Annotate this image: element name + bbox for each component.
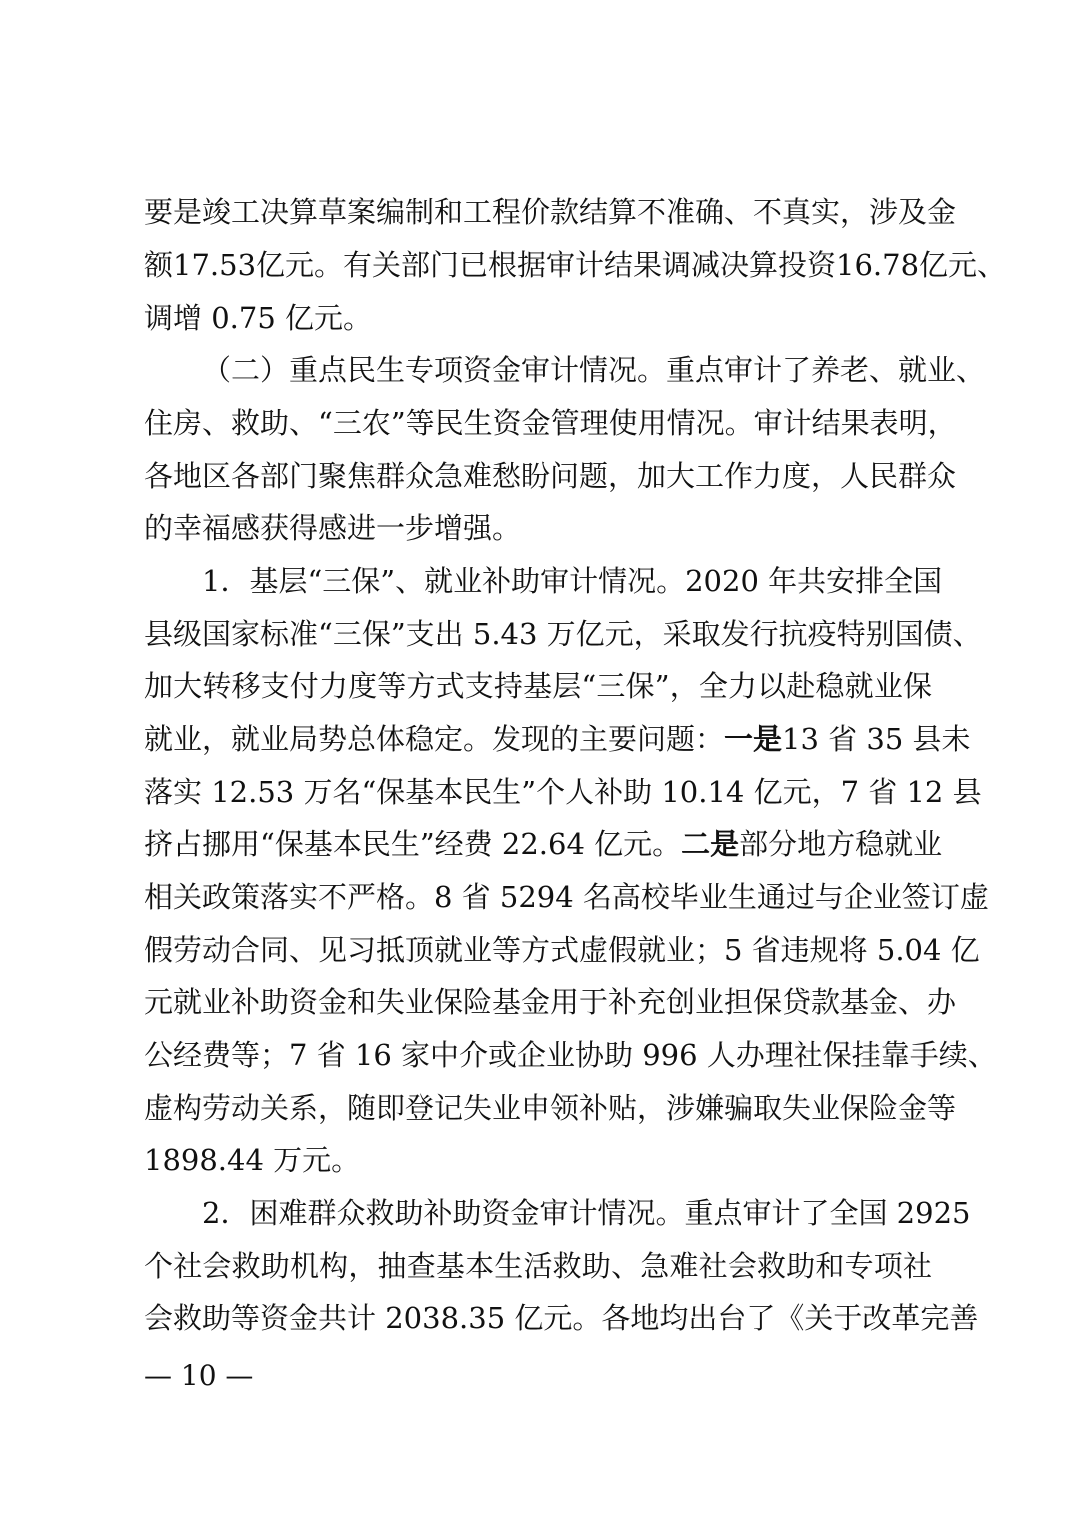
line-text: 调增 0.75 亿元。 <box>144 301 373 335</box>
line-text: 部分地方稳就业 <box>739 827 943 861</box>
line-text: （二）重点民生专项资金审计情况。重点审计了养老、就业、 <box>202 353 986 387</box>
page-number: — 10 — <box>144 1359 254 1392</box>
line-text: 1898.44 万元。 <box>144 1143 361 1177</box>
body-line-11 <box>144 715 971 763</box>
body-line-9 <box>144 610 982 658</box>
line-text: 公经费等；7 省 16 家中介或企业协助 996 人办理社保挂靠手续、 <box>144 1038 997 1072</box>
body-line-2 <box>144 241 1007 289</box>
emphasis-second: 二是 <box>681 827 740 861</box>
body-line-18 <box>144 1084 957 1132</box>
line-text: 重点审计了全国 2925 <box>684 1196 971 1230</box>
line-text: 相关政策落实不严格。8 省 5294 名高校毕业生通过与企业签订虚 <box>144 880 989 914</box>
body-line-5 <box>144 399 957 447</box>
line-text: 落实 12.53 万名“保基本民生”个人补助 10.14 亿元，7 省 12 县 <box>144 775 982 809</box>
line-text: 住房、救助、“三农”等民生资金管理使用情况。审计结果表明， <box>144 406 957 440</box>
line-text: 要是竣工决算草案编制和工程价款结算不准确、不真实，涉及金 <box>144 195 957 229</box>
line-text: 就业，就业局势总体稳定。发现的主要问题： <box>144 722 725 756</box>
line-text: 假劳动合同、见习抵顶就业等方式虚假就业；5 省违规将 5.04 亿 <box>144 933 980 967</box>
body-line-3 <box>144 294 932 342</box>
line-text: 的幸福感获得感进一步增强。 <box>144 511 522 545</box>
line-text: 13 省 35 县未 <box>782 722 971 756</box>
section-heading-line <box>202 346 986 394</box>
body-line-16 <box>144 978 957 1026</box>
line-text: 个社会救助机构，抽查基本生活救助、急难社会救助和专项社 <box>144 1249 932 1283</box>
line-text: 各地区各部门聚焦群众急难愁盼问题，加大工作力度，人民群众 <box>144 459 957 493</box>
line-text: 元就业补助资金和失业保险基金用于补充创业担保贷款基金、办 <box>144 985 957 1019</box>
body-line-6 <box>144 452 957 500</box>
body-line-7 <box>144 504 932 552</box>
body-line-13 <box>144 820 943 868</box>
body-line-22 <box>144 1294 979 1342</box>
line-text: 挤占挪用“保基本民生”经费 22.64 亿元。 <box>144 827 682 861</box>
body-line-1 <box>144 188 957 236</box>
body-line-12 <box>144 768 982 816</box>
subsection-heading: 2．困难群众救助补助资金审计情况。 <box>202 1196 685 1230</box>
body-line-21 <box>144 1242 932 1290</box>
line-text: 2020 年共安排全国 <box>685 564 943 598</box>
line-text: 县级国家标准“三保”支出 5.43 万亿元，采取发行抗疫特别国债、 <box>144 617 982 651</box>
emphasis-first: 一是 <box>724 722 783 756</box>
subsection-2-line <box>202 1189 971 1237</box>
line-text: 额17.53亿元。有关部门已根据审计结果调减决算投资16.78亿元、 <box>144 248 1007 282</box>
body-line-17 <box>144 1031 997 1079</box>
subsection-1-line <box>202 557 943 605</box>
line-text: 会救助等资金共计 2038.35 亿元。各地均出台了《关于改革完善 <box>144 1301 979 1335</box>
line-text: 虚构劳动关系，随即登记失业申领补贴，涉嫌骗取失业保险金等 <box>144 1091 957 1125</box>
body-line-10 <box>144 662 932 710</box>
subsection-heading: 1．基层“三保”、就业补助审计情况。 <box>202 564 686 598</box>
body-line-14 <box>144 873 989 921</box>
body-line-15 <box>144 926 980 974</box>
line-text: 加大转移支付力度等方式支持基层“三保”，全力以赴稳就业保 <box>144 669 932 703</box>
body-line-19 <box>144 1136 932 1184</box>
